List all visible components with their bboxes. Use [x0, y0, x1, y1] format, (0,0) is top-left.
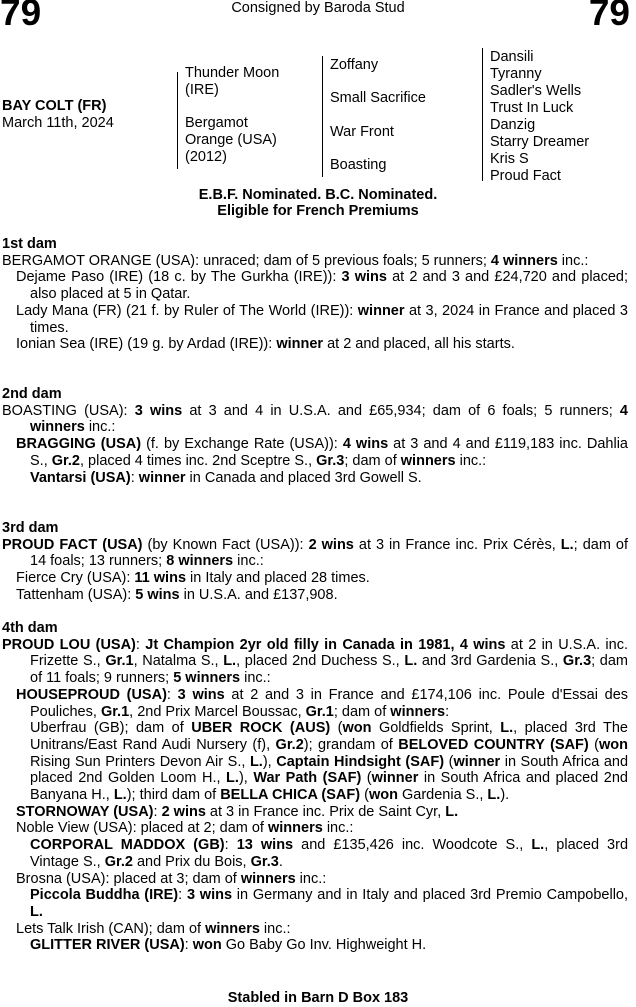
- first-dam-section: 1st dam BERGAMOT ORANGE (USA): unraced; dam of 5 previous foals; 5 runners; 4 winners inc.: Dejame Paso (IRE) (18 c. by The Gurkha (IRE)): 3 wins at 2 and 3 and £24,720 and placed; also placed at 5 in Qatar. Lady Mana (FR) (21 f. by Ruler of The World (IRE)): winner at 3, 2024 in France and placed 3 times. Ionian Sea (IRE) (19 g. by Ardad (IRE)): winner at 2 and placed, all his starts.: [2, 236, 629, 353]
- consignor: Consigned by Baroda Stud: [231, 0, 405, 16]
- section-heading: 4th dam: [2, 620, 58, 636]
- lot-number-left: 79: [0, 0, 42, 33]
- stable-footer: Stabled in Barn D Box 183: [227, 990, 409, 1006]
- fourth-dam-section: 4th dam PROUD LOU (USA): Jt Champion 2yr old filly in Canada in 1981, 4 wins at 2 in U.S.A. inc. Frizette S., Gr.1, Natalma S., L., placed 2nd Duchess S., L. and 3rd Gardenia S., Gr.3; dam of 11 foals; 9 runners; 5 winners inc.: HOUSEPROUD (USA): 3 wins at 2 and 3 in France and £174,106 inc. Poule d'Essai des Pouliches, Gr.1, 2nd Prix Marcel Boussac, Gr.1; dam of winners: Uberfrau (GB); dam of UBER ROCK (AUS) (won Goldfields Sprint, L., placed 3rd The Unitrans/East Rand Audi Nursery (f), Gr.2); grandam of BELOVED COUNTRY (SAF) (won Rising Sun Printers Devon Air S., L.), Captain Hindsight (SAF) (winner in South Africa and placed 2nd Golden Loom H., L.), War Path (SAF) (winner in South Africa and placed 2nd Banyana H., L.); third dam of BELLA CHICA (SAF) (won Gardenia S., L.). STORNOWAY (USA): 2 wins at 3 in France inc. Prix de Saint Cyr, L. Noble View (USA): placed at 2; dam of winners inc.: CORPORAL MADDOX (GB): 13 wins and £135,426 inc. Woodcote S., L., placed 3rd Vintage S., Gr.2 and Prix du Bois, Gr.3. Brosna (USA): placed at 3; dam of winners inc.: Piccola Buddha (IRE): 3 wins in Germany and in Italy and placed 3rd Premio Campobello, L. Lets Talk Irish (CAN); dam of winners inc.: GLITTER RIVER (USA): won Go Baby Go Inv. Highweight H.: [2, 620, 629, 954]
- pedigree-gen2-3: Boasting: [330, 157, 387, 173]
- section-heading: 2nd dam: [2, 386, 62, 402]
- lot-number-right: 79: [588, 0, 630, 33]
- third-dam-section: 3rd dam PROUD FACT (USA) (by Known Fact (USA)): 2 wins at 3 in France inc. Prix Cérès, L.; dam of 14 foals; 13 runners; 8 winners inc.: Fierce Cry (USA): 11 wins in Italy and placed 28 times. Tattenham (USA): 5 wins in U.S.A. and £137,908.: [2, 520, 629, 603]
- section-heading: 1st dam: [2, 236, 57, 252]
- pedigree-gen3: Dansili Tyranny Sadler's Wells Trust In Luck Danzig Starry Dreamer Kris S Proud Fact: [490, 49, 590, 184]
- section-heading: 3rd dam: [2, 520, 59, 536]
- eligibility-line: Eligible for French Premiums: [217, 203, 419, 219]
- pedigree-gen2-2: War Front: [330, 124, 394, 140]
- pedigree-bracket: [482, 48, 483, 181]
- horse-title: BAY COLT (FR): [2, 98, 107, 114]
- pedigree-gen2-1: Small Sacrifice: [330, 90, 426, 106]
- pedigree-gen2-0: Zoffany: [330, 57, 379, 73]
- pedigree-dam: Bergamot Orange (USA) (2012): [185, 115, 277, 165]
- pedigree-bracket: [177, 72, 178, 169]
- pedigree-sire: Thunder Moon (IRE): [185, 65, 280, 98]
- second-dam-section: 2nd dam BOASTING (USA): 3 wins at 3 and 4 in U.S.A. and £65,934; dam of 6 foals; 5 runners; 4 winners inc.: BRAGGING (USA) (f. by Exchange Rate (USA)): 4 wins at 3 and 4 and £119,183 inc. Dahlia S., Gr.2, placed 4 times inc. 2nd Sceptre S., Gr.3; dam of winners inc.: Vantarsi (USA): winner in Canada and placed 3rd Gowell S.: [2, 386, 628, 486]
- foaling-date: March 11th, 2024: [2, 115, 114, 131]
- pedigree-bracket: [322, 56, 323, 177]
- nomination-line: E.B.F. Nominated. B.C. Nominated.: [198, 187, 438, 203]
